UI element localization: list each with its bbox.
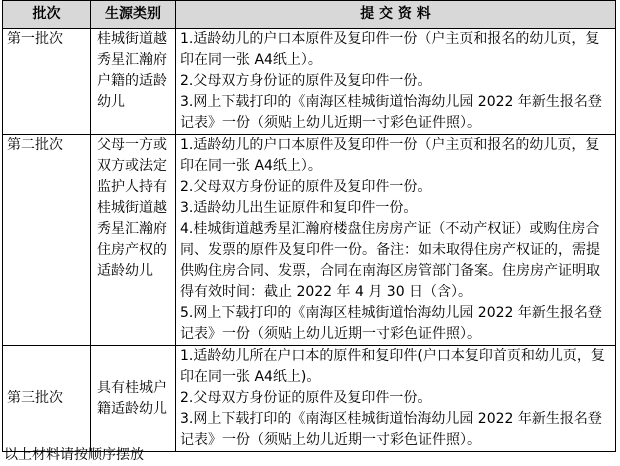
material-item: 3.适龄幼儿出生证原件和复印件一份。 <box>180 200 418 216</box>
table-row <box>3 346 616 452</box>
material-item: 1.适龄幼儿的户口本原件及复印件一份（户主页和报名的幼儿页，复印在同一张 A4纸上）。 <box>180 137 600 174</box>
material-item: 5.网上下载打印的《南海区桂城街道怡海幼儿园 2022 年新生报名登记表》一份（须贴上幼儿近期一寸彩色证件照）。 <box>180 305 602 342</box>
materials-cell <box>176 346 616 452</box>
material-item: 2.父母双方身份证的原件及复印件一份。 <box>180 390 432 406</box>
material-item: 1.适龄幼儿所在户口本的原件和复印件(户口本复印首页和幼儿页，复印在同一张 A4纸上)。 <box>180 348 605 385</box>
material-item: 3.网上下载打印的《南海区桂城街道怡海幼儿园 2022 年新生报名登记表》一份（须贴上幼儿近期一寸彩色证件照）。 <box>180 94 602 131</box>
material-item: 3.网上下载打印的《南海区桂城街道怡海幼儿园 2022 年新生报名登记表》一份（须贴上幼儿近期一寸彩色证件照）。 <box>180 411 602 448</box>
material-item: 2.父母双方身份证的原件及复印件一份。 <box>180 179 432 195</box>
batch-cell: 第一批次 <box>3 29 91 135</box>
material-item: 2.父母双方身份证的原件及复印件一份。 <box>180 73 432 89</box>
category-cell: 桂城街道越秀星汇瀚府户籍的适龄幼儿 <box>91 29 176 135</box>
table-header-row <box>3 1 616 29</box>
batch-cell: 第三批次 <box>3 346 91 452</box>
material-item: 4.桂城街道越秀星汇瀚府楼盘住房房产证（不动产权证）或购住房合同、发票的原件及复印件一份。备注：如未取得住房产权证的，需提供购住房合同、发票，合同在南海区房管部门备案。住房房产证明取得有效时间：截止 2022 年 4 月 30 日（含）。 <box>180 221 600 300</box>
category-cell: 父母一方或双方或法定监护人持有桂城街道越秀星汇瀚府住房产权的适龄幼儿 <box>91 135 176 346</box>
materials-cell <box>176 29 616 135</box>
enrollment-materials-table <box>2 0 616 452</box>
table-row <box>3 29 616 135</box>
batch-cell: 第二批次 <box>3 135 91 346</box>
category-cell: 具有桂城户籍适龄幼儿 <box>91 346 176 452</box>
header-batch: 批次 <box>3 1 91 29</box>
material-item: 1.适龄幼儿的户口本原件及复印件一份（户主页和报名的幼儿页，复印在同一张 A4纸上）。 <box>180 31 600 68</box>
table-row <box>3 135 616 346</box>
footer-note: 以上材料请按顺序摆放 <box>4 447 144 463</box>
materials-cell <box>176 135 616 346</box>
header-materials: 提 交 资 料 <box>176 1 616 29</box>
header-category: 生源类别 <box>91 1 176 29</box>
